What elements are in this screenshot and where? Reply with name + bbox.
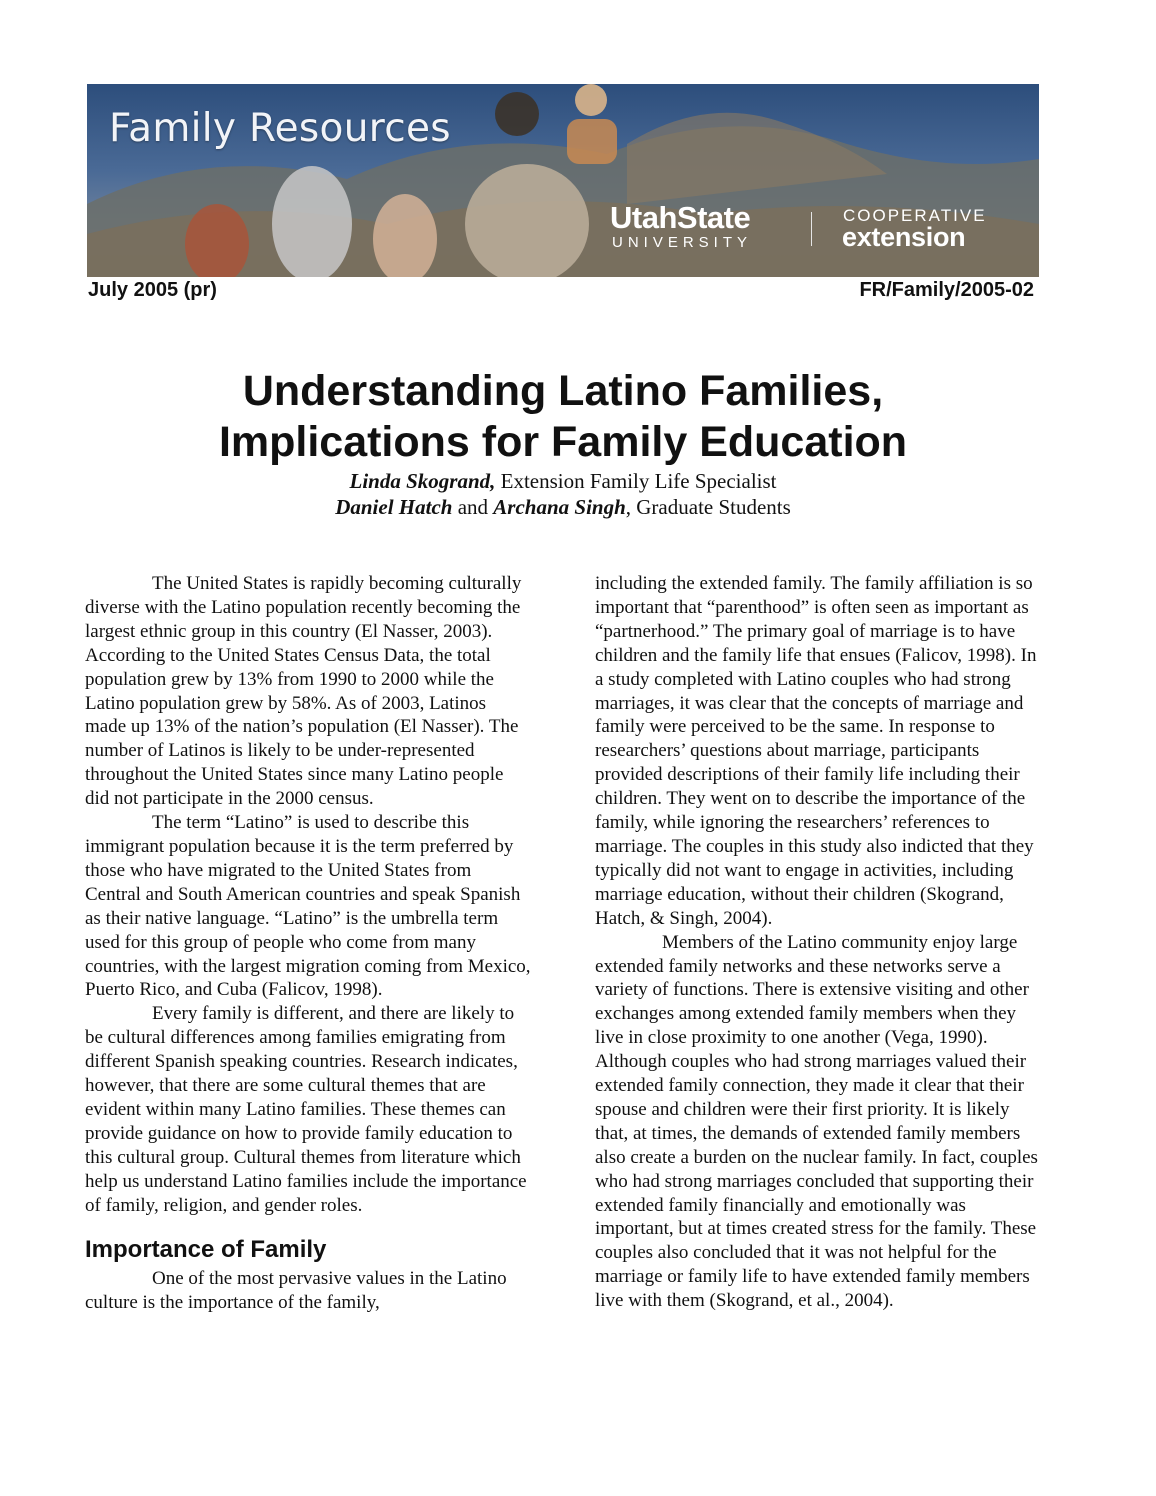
body-paragraph: One of the most pervasive values in the Latino culture is the importance of the family, (85, 1268, 507, 1314)
document-title-line-1: Understanding Latino Families, (242, 367, 884, 415)
cooperative-label: COOPERATIVE (843, 206, 987, 225)
author-name: Daniel Hatch (335, 495, 453, 519)
byline-coauthors (87, 494, 1039, 520)
author-name: Archana Singh (493, 495, 626, 519)
banner-title: Family Resources (109, 106, 451, 151)
author-connector: and (452, 495, 494, 519)
author-role: Extension Family Life Specialist (495, 469, 777, 493)
body-paragraph: Members of the Latino community enjoy large extended family networks and these networks serve a variety of functions. There is extensive visiting and other exchanges among extended family members when they live in close proximity to one another (Vega, 1990). Although couples who had strong marriages valued their extended family connection, they made it clear that their spouse and children were their first priority. It is likely that, at times, the demands of extended family members also create a burden on the nuclear family. In fact, couples who had strong marriages concluded that supporting their extended family financially and emotionally was important, but at times created stress for the family. These couples also concluded that it was not helpful for the marriage or family life to have extended family members live with them (Skogrand, et al., 2004). (595, 931, 1038, 1312)
extension-label: extension (842, 222, 966, 252)
publication-date: July 2005 (pr) (88, 279, 217, 301)
author-name: Linda Skogrand, (349, 469, 496, 493)
body-paragraph: including the extended family. The family affiliation is so important that “parenthood” is often seen as important as “partnerhood.” The primary goal of marriage is to have children and the family life that ensues (Falicov, 1998). In a study completed with Latino couples who had strong marriages, it was clear that the concepts of marriage and family were perceived to be the same. In response to researchers’ questions about marriage, participants provided descriptions of their family life including their children. They went on to describe the importance of the family, while ignoring the researchers’ references to marriage. The couples in this study also indicted that they typically did not want to engage in activities, including marriage education, without their children (Skogrand, Hatch, & Singh, 2004). (595, 573, 1037, 929)
document-title-line-2: Implications for Family Education (218, 418, 908, 466)
section-heading: Importance of Family (85, 1236, 327, 1264)
body-paragraph: The United States is rapidly becoming culturally diverse with the Latino population recently becoming the largest ethnic group in this country (El Nasser, 2003). According to the United States Census Data, the total population grew by 13% from 1990 to 2000 while the Latino population grew by 58%. As of 2003, Latinos made up 13% of the nation’s population (El Nasser). The number of Latinos is likely to be under-represented throughout the United States since many Latino people did not participate in the 2000 census. (85, 573, 522, 810)
body-paragraph: Every family is different, and there are likely to be cultural differences among families emigrating from different Spanish speaking countries. Research indicates, however, that there are some cultural themes that are evident within many Latino families. These themes can provide guidance on how to provide family education to this cultural group. Cultural themes from literature which help us understand Latino families include the importance of family, religion, and gender roles. (85, 1003, 527, 1216)
logo-divider (811, 212, 812, 246)
university-logo-sub: UNIVERSITY (612, 234, 753, 251)
author-role: , Graduate Students (625, 495, 791, 519)
header-banner (87, 84, 1039, 277)
body-paragraph: The term “Latino” is used to describe this immigrant population because it is the term preferred by those who have migrated to the United States from Central and South American countries and speak Spanish as their native language. “Latino” is the umbrella term used for this group of people who come from many countries, with the largest migration coming from Mexico, Puerto Rico, and Cuba (Falicov, 1998). (85, 812, 531, 1001)
left-column (85, 572, 531, 1315)
university-logo-name: UtahState (610, 200, 751, 235)
right-column (595, 572, 1045, 1313)
publication-code: FR/Family/2005-02 (859, 279, 1034, 301)
byline-primary-author (87, 468, 1039, 494)
